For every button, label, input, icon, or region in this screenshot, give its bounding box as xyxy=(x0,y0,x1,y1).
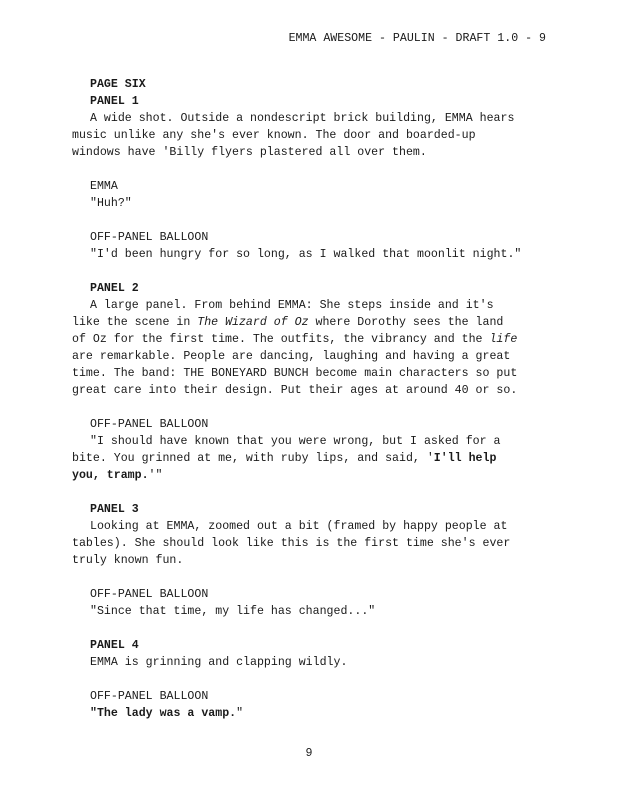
panel-2-desc-line: A large panel. From behind EMMA: She steps inside and it's xyxy=(90,299,494,312)
film-title: The Wizard of Oz xyxy=(197,316,309,329)
bold-dialogue: you, tramp. xyxy=(72,469,149,482)
panel-1-speaker-emma: EMMA xyxy=(90,180,118,193)
panel-1-speaker-balloon: OFF-PANEL BALLOON xyxy=(90,231,209,244)
panel-4-desc: EMMA is grinning and clapping wildly. xyxy=(90,656,348,669)
panel-3-label: PANEL 3 xyxy=(90,503,139,516)
panel-1-dialogue-balloon: "I'd been hungry for so long, as I walked that moonlit night." xyxy=(90,248,522,261)
panel-2-speaker-balloon: OFF-PANEL BALLOON xyxy=(90,418,209,431)
panel-3-speaker-balloon: OFF-PANEL BALLOON xyxy=(90,588,209,601)
emphasis-word: life xyxy=(489,333,518,346)
quote-mark: " xyxy=(236,707,244,720)
panel-2-dialogue-line: "I should have known that you were wrong, but I asked for a xyxy=(90,435,501,448)
panel-2-label: PANEL 2 xyxy=(90,282,139,295)
page-number: 9 xyxy=(305,747,313,760)
panel-1-desc-line: A wide shot. Outside a nondescript brick building, EMMA hears xyxy=(90,112,515,125)
panel-3-desc-line: tables). She should look like this is the first time she's ever xyxy=(72,537,511,550)
panel-2-desc-line xyxy=(72,331,552,348)
panel-2-dialogue-text: '" xyxy=(148,469,163,482)
panel-2-dialogue-line xyxy=(72,450,552,467)
panel-1-desc-line: windows have 'Billy flyers plastered all over them. xyxy=(72,146,427,159)
bold-dialogue: I'll help xyxy=(433,452,497,465)
panel-2-desc-text: where Dorothy sees the land xyxy=(308,316,504,329)
page-heading: PAGE SIX xyxy=(90,78,146,91)
panel-1-desc-line: music unlike any she's ever known. The door and boarded-up xyxy=(72,129,476,142)
panel-2-desc-text: of Oz for the first time. The outfits, the vibrancy and the xyxy=(72,333,490,346)
panel-2-dialogue-line xyxy=(72,467,552,484)
panel-2-desc-line: are remarkable. People are dancing, laughing and having a great xyxy=(72,350,511,363)
panel-4-speaker-balloon: OFF-PANEL BALLOON xyxy=(90,690,209,703)
quote-mark: " xyxy=(90,707,97,720)
panel-3-dialogue: "Since that time, my life has changed..." xyxy=(90,605,376,618)
panel-1-dialogue-emma: "Huh?" xyxy=(90,197,132,210)
panel-2-dialogue-text: bite. You grinned at me, with ruby lips, and said, ' xyxy=(72,452,434,465)
script-body xyxy=(72,76,552,722)
panel-2-desc-text: like the scene in xyxy=(72,316,198,329)
panel-3-desc-line: Looking at EMMA, zoomed out a bit (framed by happy people at xyxy=(90,520,508,533)
bold-dialogue: The lady was a vamp. xyxy=(96,707,237,720)
panel-4-dialogue xyxy=(72,705,552,722)
panel-1-label: PANEL 1 xyxy=(90,95,139,108)
running-header: EMMA AWESOME - PAULIN - DRAFT 1.0 - 9 xyxy=(288,32,546,45)
panel-2-desc-line: time. The band: THE BONEYARD BUNCH become main characters so put xyxy=(72,367,518,380)
panel-2-desc-line: great care into their design. Put their ages at around 40 or so. xyxy=(72,384,518,397)
panel-2-desc-line xyxy=(72,314,552,331)
panel-4-label: PANEL 4 xyxy=(90,639,139,652)
panel-3-desc-line: truly known fun. xyxy=(72,554,184,567)
